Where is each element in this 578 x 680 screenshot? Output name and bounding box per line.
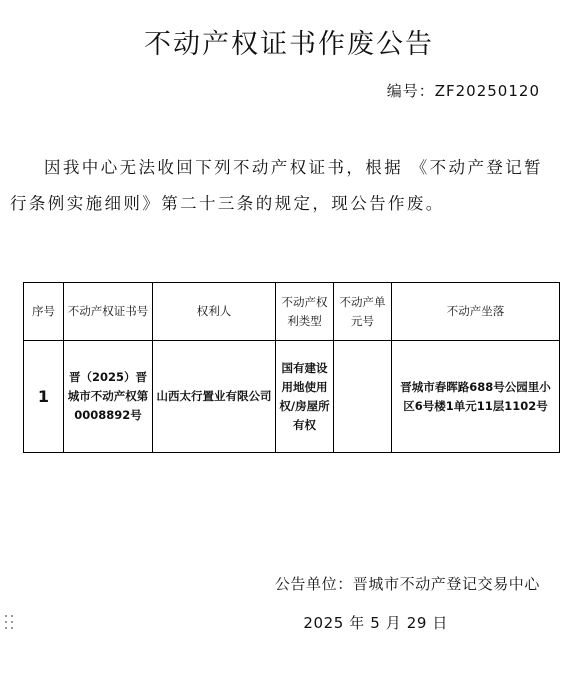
- header-unit-no: 不动产单元号: [334, 283, 392, 341]
- issuing-unit: 公告单位：晋城市不动产登记交易中心: [274, 575, 540, 593]
- cell-owner: 山西太行置业有限公司: [153, 341, 276, 453]
- table-row: [24, 341, 560, 453]
- document-number: 编号：ZF20250120: [386, 82, 540, 100]
- header-index: 序号: [24, 283, 64, 341]
- cell-location: 晋城市春晖路688号公园里小区6号楼1单元11层1102号: [392, 341, 560, 453]
- cell-cert-no: 晋（2025）晋城市不动产权第0008892号: [64, 341, 153, 453]
- header-owner: 权利人: [153, 283, 276, 341]
- cell-unit-no: [334, 341, 392, 453]
- cell-right-type: 国有建设用地使用权/房屋所有权: [276, 341, 334, 453]
- cell-index: 1: [24, 341, 64, 453]
- header-cert-no: 不动产权证书号: [64, 283, 153, 341]
- notice-title: 不动产权证书作废公告: [144, 29, 434, 60]
- drag-handle-icon[interactable]: [4, 613, 16, 631]
- header-right-type: 不动产权利类型: [276, 283, 334, 341]
- certificate-table: [23, 282, 560, 453]
- notice-body: 因我中心无法收回下列不动产权证书，根据 《不动产登记暂行条例实施细则》第二十三条的规定，现公告作废。: [10, 158, 544, 213]
- table-header-row: [24, 283, 560, 341]
- notice-date: 2025 年 5 月 29 日: [303, 614, 448, 632]
- header-location: 不动产坐落: [392, 283, 560, 341]
